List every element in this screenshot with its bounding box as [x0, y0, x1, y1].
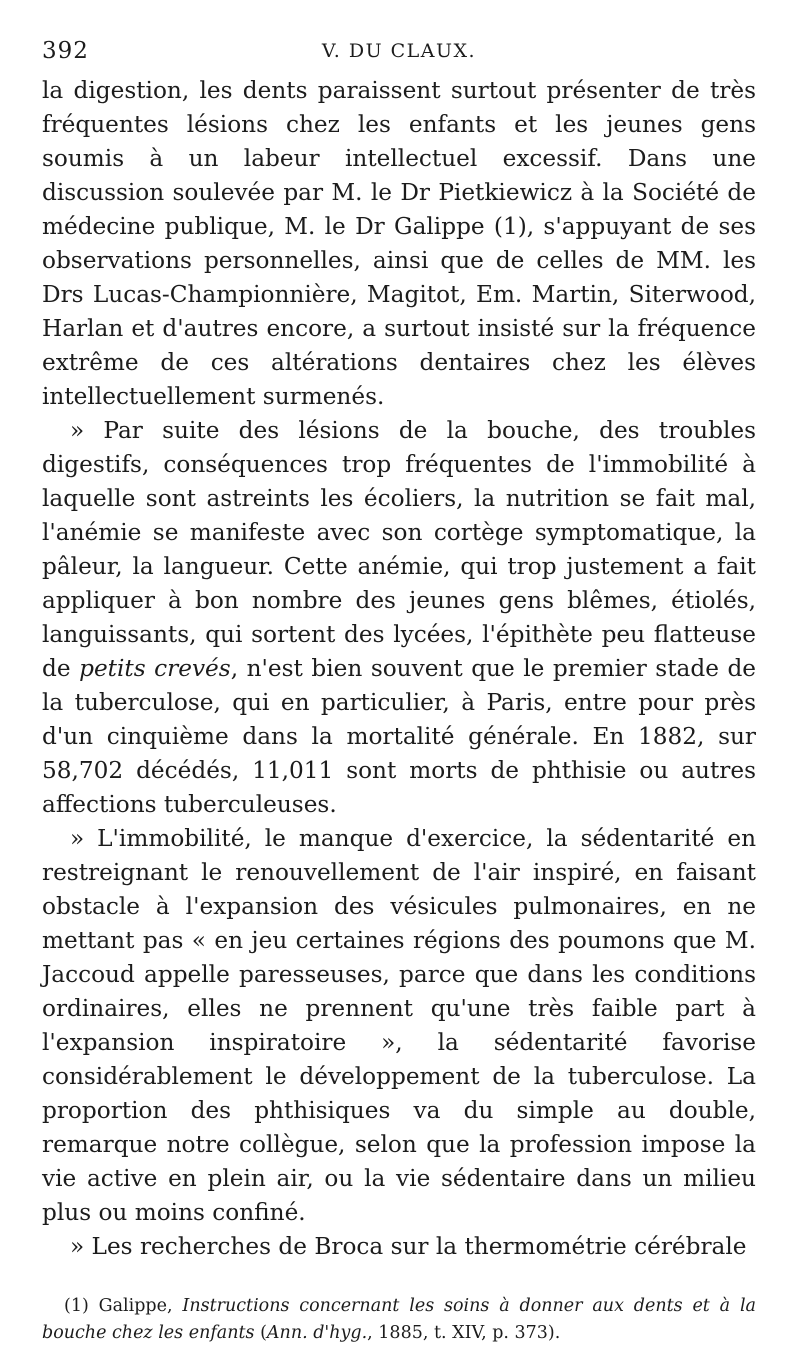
footnote-open: ( [254, 1323, 267, 1343]
footnote-title: Instructions concernant les soins à donner aux dents et à la bouche chez les enfants [42, 1296, 756, 1343]
paragraph-2 [42, 414, 756, 822]
paragraph-1: la digestion, les dents paraissent surtout présenter de très fréquentes lésions chez les enfants et les jeunes gens soumis à un labeur intellectuel excessif. Dans une discussion soulevée par M. le Dr Pietkiewicz à la Société de médecine publique, M. le Dr Galippe (1), s'appuyant de ses observations personnelles, ainsi que de celles de MM. les Drs Lucas-Championnière, Magitot, Em. Martin, Siterwood, Harlan et d'autres encore, a surtout insisté sur la fréquence extrême de ces altérations dentaires chez les élèves intellectuellement surmenés. [42, 77, 756, 410]
page-number: 392 [42, 38, 89, 64]
body-text [42, 74, 756, 1264]
running-title: V. DU CLAUX. [321, 40, 477, 62]
paragraph-3: » L'immobilité, le manque d'exercice, la sédentarité en restreignant le renouvellement de l'air inspiré, en faisant obstacle à l'expansion des vésicules pulmonaires, en ne mettant pas « en jeu certaines régions des poumons que M. Jaccoud appelle paresseuses, parce que dans les conditions ordinaires, elles ne prennent qu'une très faible part à l'expansion inspiratoire », la sédentarité favorise considérablement le développement de la tuberculose. La proportion des phthisiques va du simple au double, remarque notre collègue, selon que la profession impose la vie active en plein air, ou la vie sédentaire dans un milieu plus ou moins confiné. [42, 825, 756, 1226]
footnote [42, 1293, 756, 1347]
page-header [42, 34, 756, 74]
footnote-ref: , 1885, t. XIV, p. 373). [367, 1323, 561, 1343]
footnote-divider [42, 1270, 756, 1271]
paragraph-4: » Les recherches de Broca sur la thermométrie cérébrale [70, 1233, 747, 1260]
paragraph-2-italic: petits crevés [79, 655, 231, 682]
footnote-marker: (1) Galippe, [64, 1296, 183, 1316]
paragraph-2-part-a: » Par suite des lésions de la bouche, des troubles digestifs, conséquences trop fréquentes de l'immobilité à laquelle sont astreints les écoliers, la nutrition se fait mal, l'anémie se manifeste avec son cortège symptomatique, la pâleur, la langueur. Cette anémie, qui trop justement a fait appliquer à bon nombre des jeunes gens blêmes, étiolés, languissants, qui sortent des lycées, l'épithète peu flatteuse de [42, 417, 756, 682]
footnote-journal: Ann. d'hyg. [266, 1323, 368, 1343]
paragraph-2-part-b: , n'est bien souvent que le premier stade de la tuberculose, qui en particulier, à Paris, entre pour près d'un cinquième dans la mortalité générale. En 1882, sur 58,702 décédés, 11,011 sont morts de phthisie ou autres affections tuberculeuses. [42, 655, 757, 818]
